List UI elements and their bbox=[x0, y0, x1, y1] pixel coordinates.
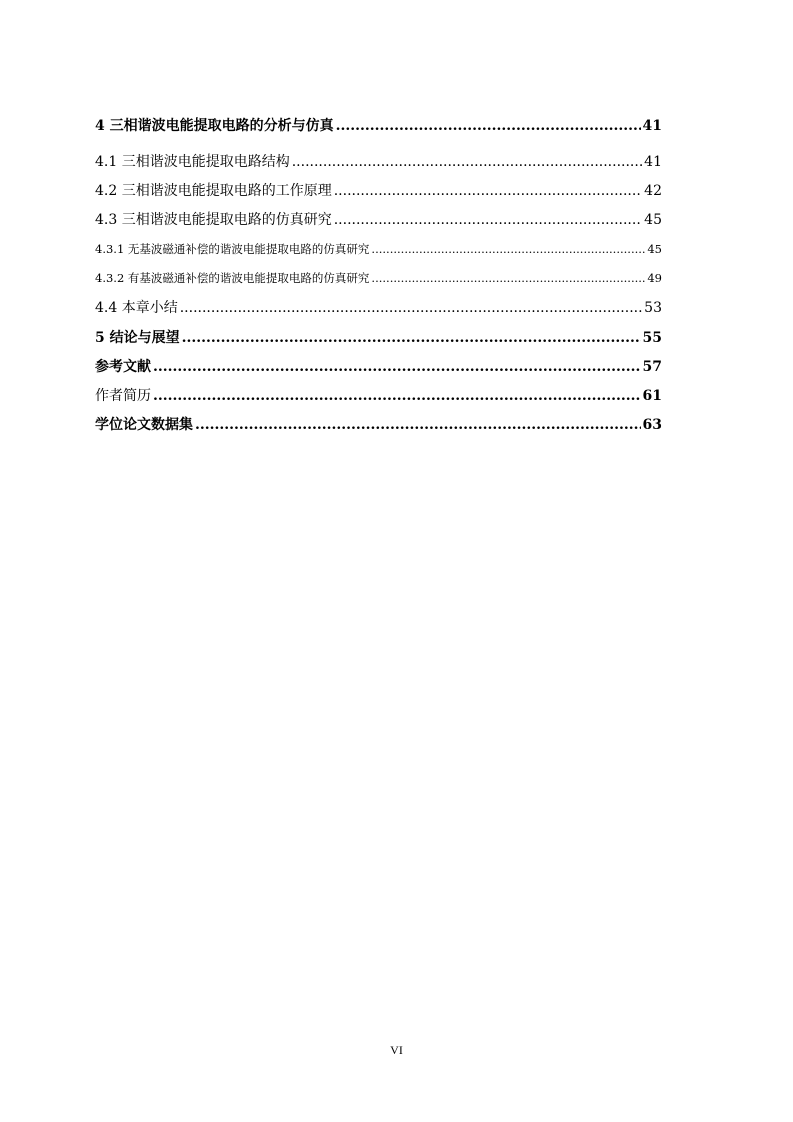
toc-entry-title: 4.1 三相谐波电能提取电路结构 bbox=[95, 154, 290, 170]
toc-entry-thesis-dataset[interactable] bbox=[95, 414, 662, 434]
toc-entry-page: 45 bbox=[644, 212, 662, 228]
toc-entry-title: 4.3 三相谐波电能提取电路的仿真研究 bbox=[95, 212, 332, 228]
toc-entry-page: 41 bbox=[644, 154, 662, 170]
toc-entry-title: 4.3.2 有基波磁通补偿的谐波电能提取电路的仿真研究 bbox=[95, 271, 370, 285]
toc-entry-title: 学位论文数据集 bbox=[95, 417, 193, 433]
toc-entry-page: 53 bbox=[644, 300, 662, 316]
toc-dot-leader bbox=[336, 118, 641, 134]
toc-dot-leader bbox=[182, 330, 641, 346]
toc-entry-title: 4 三相谐波电能提取电路的分析与仿真 bbox=[95, 118, 334, 134]
toc-entry-subsection-4-3-1[interactable] bbox=[95, 241, 662, 257]
toc-entry-chapter-4[interactable] bbox=[95, 115, 662, 135]
toc-dot-leader bbox=[195, 417, 641, 433]
toc-entry-section-4-3[interactable] bbox=[95, 209, 662, 229]
toc-dot-leader bbox=[292, 154, 642, 170]
toc-entry-title: 4.3.1 无基波磁通补偿的谐波电能提取电路的仿真研究 bbox=[95, 242, 370, 256]
toc-entry-page: 57 bbox=[642, 359, 662, 375]
toc-entry-title: 5 结论与展望 bbox=[95, 330, 180, 346]
toc-dot-leader bbox=[334, 212, 642, 228]
toc-entry-subsection-4-3-2[interactable] bbox=[95, 270, 662, 286]
toc-entry-references[interactable] bbox=[95, 356, 662, 376]
toc-dot-leader bbox=[153, 359, 641, 375]
toc-dot-leader bbox=[334, 183, 642, 199]
toc-dot-leader bbox=[371, 242, 645, 256]
toc-dot-leader bbox=[371, 271, 645, 285]
toc-entry-title: 4.4 本章小结 bbox=[95, 300, 178, 316]
toc-entry-title: 作者简历 bbox=[95, 388, 151, 404]
toc-entry-title: 参考文献 bbox=[95, 359, 151, 375]
toc-entry-section-4-2[interactable] bbox=[95, 180, 662, 200]
toc-entry-page: 63 bbox=[642, 417, 662, 433]
toc-entry-chapter-5[interactable] bbox=[95, 327, 662, 347]
toc-entry-page: 55 bbox=[642, 330, 662, 346]
toc-dot-leader bbox=[180, 300, 642, 316]
toc-entry-title: 4.2 三相谐波电能提取电路的工作原理 bbox=[95, 183, 332, 199]
page-number-footer: VI bbox=[390, 1043, 403, 1057]
toc-entry-page: 61 bbox=[642, 388, 662, 404]
toc-entry-author-bio[interactable] bbox=[95, 385, 662, 405]
toc-entry-section-4-1[interactable] bbox=[95, 151, 662, 171]
toc-entry-page: 41 bbox=[642, 118, 662, 134]
toc-entry-page: 42 bbox=[644, 183, 662, 199]
toc-entry-page: 45 bbox=[647, 242, 662, 256]
toc-entry-page: 49 bbox=[647, 271, 662, 285]
toc-entry-section-4-4[interactable] bbox=[95, 297, 662, 317]
toc-dot-leader bbox=[153, 388, 641, 404]
